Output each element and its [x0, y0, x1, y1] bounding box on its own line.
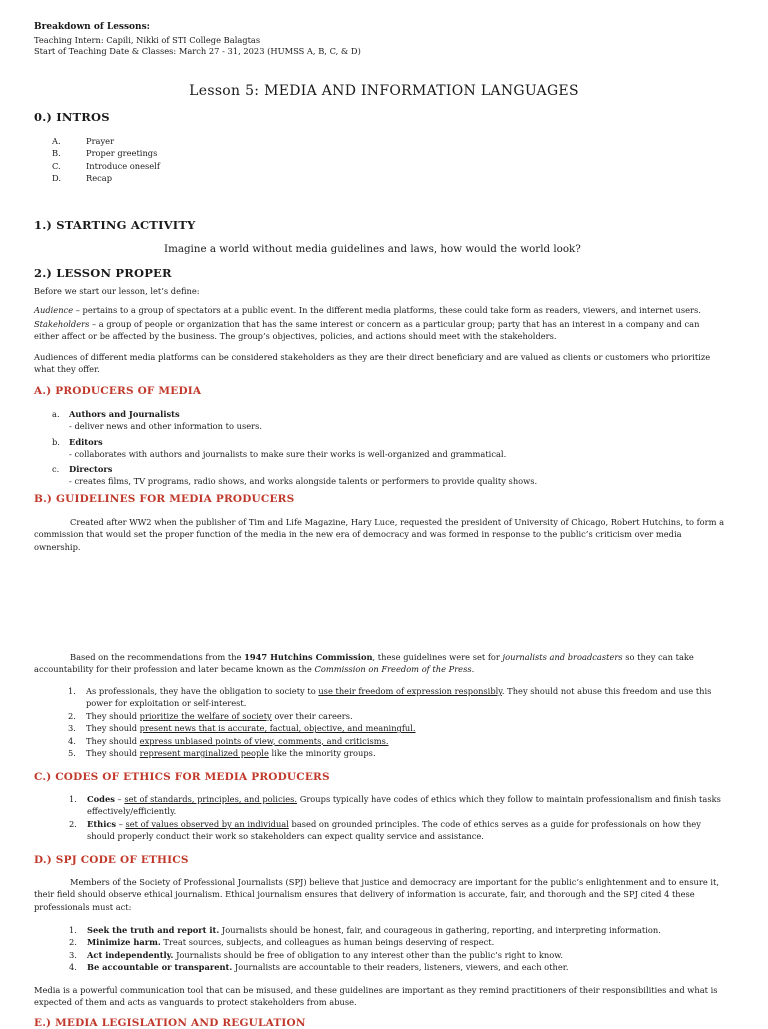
item-desc: - deliver news and other information to users. — [69, 421, 262, 432]
audience-term: Audience — [34, 305, 74, 315]
stakeholders-def: – a group of people or organization that has the same interest or concern as a particular group; party that has an interest in a company and can either affect or be affected by the business. The group’s objectives, policies, and actions should meet with the stakeholders. — [34, 319, 700, 342]
text-run: They should — [86, 710, 140, 721]
legislation-heading: E.) MEDIA LEGISLATION AND REGULATION — [34, 1017, 306, 1029]
underlined-text: express unbiased points of view, comments, and criticisms. — [139, 735, 389, 746]
spj-list — [34, 924, 724, 974]
lesson-proper-intro: Before we start our lesson, let’s define: — [34, 286, 200, 296]
list-item — [34, 135, 334, 147]
item-text: Prayer — [86, 136, 115, 146]
text-run: Journalists are accountable to their readers, listeners, viewers, and each other. — [232, 962, 569, 973]
item-desc: - creates films, TV programs, radio shows, and works alongside talents or performers to provide quality shows. — [69, 476, 538, 487]
list-item — [34, 961, 724, 973]
hutchins-commission: 1947 Hutchins Commission — [244, 652, 373, 662]
term: Ethics — [87, 818, 117, 829]
list-item — [34, 924, 724, 936]
text-run: They should — [86, 748, 140, 759]
item-number: 1. — [69, 794, 77, 804]
item-number: 4. — [68, 735, 76, 746]
text-run: over their careers. — [271, 710, 353, 721]
audience-def: – pertains to a group of spectators at a public event. In the different media platforms, these could take form as readers, viewers, and internet users. — [73, 305, 701, 315]
item-number: 5. — [68, 748, 76, 759]
audiences-paragraph: Audiences of different media platforms can be considered stakeholders as they are their direct beneficiary and are valued as clients or customers who prioritize what they offer. — [34, 352, 711, 375]
item-number: 2. — [69, 937, 77, 948]
producers-list — [34, 408, 724, 488]
bold-lead: Minimize harm. — [87, 937, 161, 948]
list-item — [34, 408, 724, 436]
text-run: They should — [86, 723, 140, 734]
item-number: 4. — [69, 962, 77, 973]
codes-list — [34, 793, 724, 843]
journalists-broadcasters: journalists and broadcasters — [502, 652, 623, 662]
text-run: like the minority groups. — [268, 748, 376, 759]
item-marker: C. — [52, 160, 61, 171]
text-run: based on grounded principles. The code of ethics serves as a guide for professionals on how they should properly conduct their work so stakeholders can expect quality service and assistance. — [87, 818, 701, 842]
list-item — [34, 735, 724, 747]
text-run: so they can take accountability for their profession and later became known as the — [34, 652, 694, 675]
item-marker: b. — [52, 437, 60, 447]
lesson-title: Lesson 5: MEDIA AND INFORMATION LANGUAGES — [189, 83, 579, 99]
list-item — [34, 685, 724, 710]
codes-heading: C.) CODES OF ETHICS FOR MEDIA PRODUCERS — [34, 771, 330, 783]
spj-heading: D.) SPJ CODE OF ETHICS — [34, 854, 189, 866]
guidelines-paragraph-1: Created after WW2 when the publisher of Tim and Life Magazine, Hary Luce, requested the president of University of Chicago, Robert Hutchins, to form a commission that would set the proper function of the media in the new era of democracy and was formed in response to the public’s criticism over media ownership. — [34, 517, 725, 552]
item-marker: a. — [52, 409, 60, 419]
item-number: 2. — [68, 710, 76, 721]
teaching-start: Start of Teaching Date & Classes: March 27 - 31, 2023 (HUMSS A, B, C, & D) — [34, 46, 361, 56]
list-item — [34, 818, 724, 843]
spj-paragraph: Members of the Society of Professional Journalists (SPJ) believe that justice and democracy are important for the public’s enlightenment and to ensure it, their field should observe ethical journalism. Ethical journalism ensures that delivery of information is accurate, fair, and thorough and the SPJ cited 4 these professionals must act: — [34, 877, 719, 912]
item-title: Directors — [69, 464, 113, 474]
list-item — [34, 936, 724, 948]
list-item — [34, 722, 724, 734]
guidelines-paragraph-2 — [34, 651, 728, 676]
teaching-intern: Teaching Intern: Capili, Nikki of STI College Balagtas — [34, 35, 261, 45]
list-item — [34, 436, 724, 463]
item-text: Proper greetings — [86, 148, 158, 159]
text-run: . They should not abuse this freedom and use this power for exploitation or self-interest. — [86, 686, 712, 709]
underlined-text: set of values observed by an individual — [125, 818, 289, 829]
text-run: Based on the recommendations from the — [70, 652, 245, 662]
lesson-proper-heading: 2.) LESSON PROPER — [34, 266, 172, 280]
list-item — [34, 710, 724, 722]
item-number: 1. — [68, 686, 76, 696]
intros-list — [34, 135, 334, 185]
item-number: 2. — [69, 818, 77, 829]
term: Codes — [87, 794, 115, 804]
item-title: Editors — [69, 437, 103, 447]
starting-activity-heading: 1.) STARTING ACTIVITY — [34, 218, 196, 232]
underlined-text: use their freedom of expression responsibly — [318, 686, 502, 696]
text-run: Journalists should be honest, fair, and courageous in gathering, reporting, and interpreting information. — [219, 925, 661, 935]
underlined-text: present news that is accurate, factual, objective, and meaningful. — [139, 723, 416, 734]
spj-closing: Media is a powerful communication tool that can be misused, and these guidelines are important as they remind practitioners of their responsibilities and what is expected of them and acts as vanguards to protect stakeholders from abuse. — [34, 985, 718, 1008]
underlined-text: represent marginalized people — [139, 748, 269, 759]
list-item — [34, 463, 724, 488]
bold-lead: Be accountable or transparent. — [87, 962, 233, 973]
item-marker: A. — [52, 136, 61, 146]
text-run: Journalists should be free of obligation to any interest other than the public’s right to know. — [173, 949, 563, 960]
text-run: – — [114, 794, 125, 804]
list-item — [34, 147, 334, 159]
item-marker: B. — [52, 148, 61, 159]
breakdown-title: Breakdown of Lessons: — [34, 22, 150, 32]
text-run: , these guidelines were set for — [372, 652, 503, 662]
stakeholders-term: Stakeholders — [34, 319, 90, 329]
item-number: 3. — [69, 949, 77, 960]
starting-activity-question: Imagine a world without media guidelines and laws, how would the world look? — [164, 243, 581, 255]
text-run: As professionals, they have the obligation to society to — [86, 686, 319, 696]
text-run: They should — [86, 735, 140, 746]
producers-heading: A.) PRODUCERS OF MEDIA — [34, 385, 202, 397]
stakeholders-definition — [34, 318, 724, 343]
text-run: Groups typically have codes of ethics which they follow to maintain professionalism and finish tasks effectively/efficiently. — [87, 794, 721, 817]
list-item — [34, 793, 724, 818]
list-item — [34, 747, 724, 759]
audience-definition — [34, 304, 724, 316]
list-item — [34, 172, 334, 184]
bold-lead: Seek the truth and report it. — [87, 925, 220, 935]
guidelines-list — [34, 685, 724, 759]
item-text: Recap — [86, 173, 113, 184]
bold-lead: Act independently. — [87, 949, 174, 960]
text-run: Treat sources, subjects, and colleagues as human beings deserving of respect. — [160, 937, 495, 948]
underlined-text: set of standards, principles, and policies. — [124, 794, 298, 804]
item-number: 1. — [69, 925, 77, 935]
list-item — [34, 949, 724, 961]
item-text: Introduce oneself — [86, 160, 160, 171]
item-marker: c. — [52, 464, 60, 474]
item-number: 3. — [68, 723, 76, 734]
list-item — [34, 160, 334, 172]
intros-heading: 0.) INTROS — [34, 110, 110, 124]
item-title: Authors and Journalists — [69, 409, 180, 419]
underlined-text: prioritize the welfare of society — [139, 710, 272, 721]
text-run: – — [116, 818, 126, 829]
item-marker: D. — [52, 173, 61, 184]
commission-freedom-press: Commission on Freedom of the Press — [314, 664, 472, 675]
guidelines-heading: B.) GUIDELINES FOR MEDIA PRODUCERS — [34, 493, 295, 505]
item-desc: - collaborates with authors and journalists to make sure their works is well-organized and grammatical. — [69, 449, 507, 460]
text-run: . — [471, 664, 475, 675]
